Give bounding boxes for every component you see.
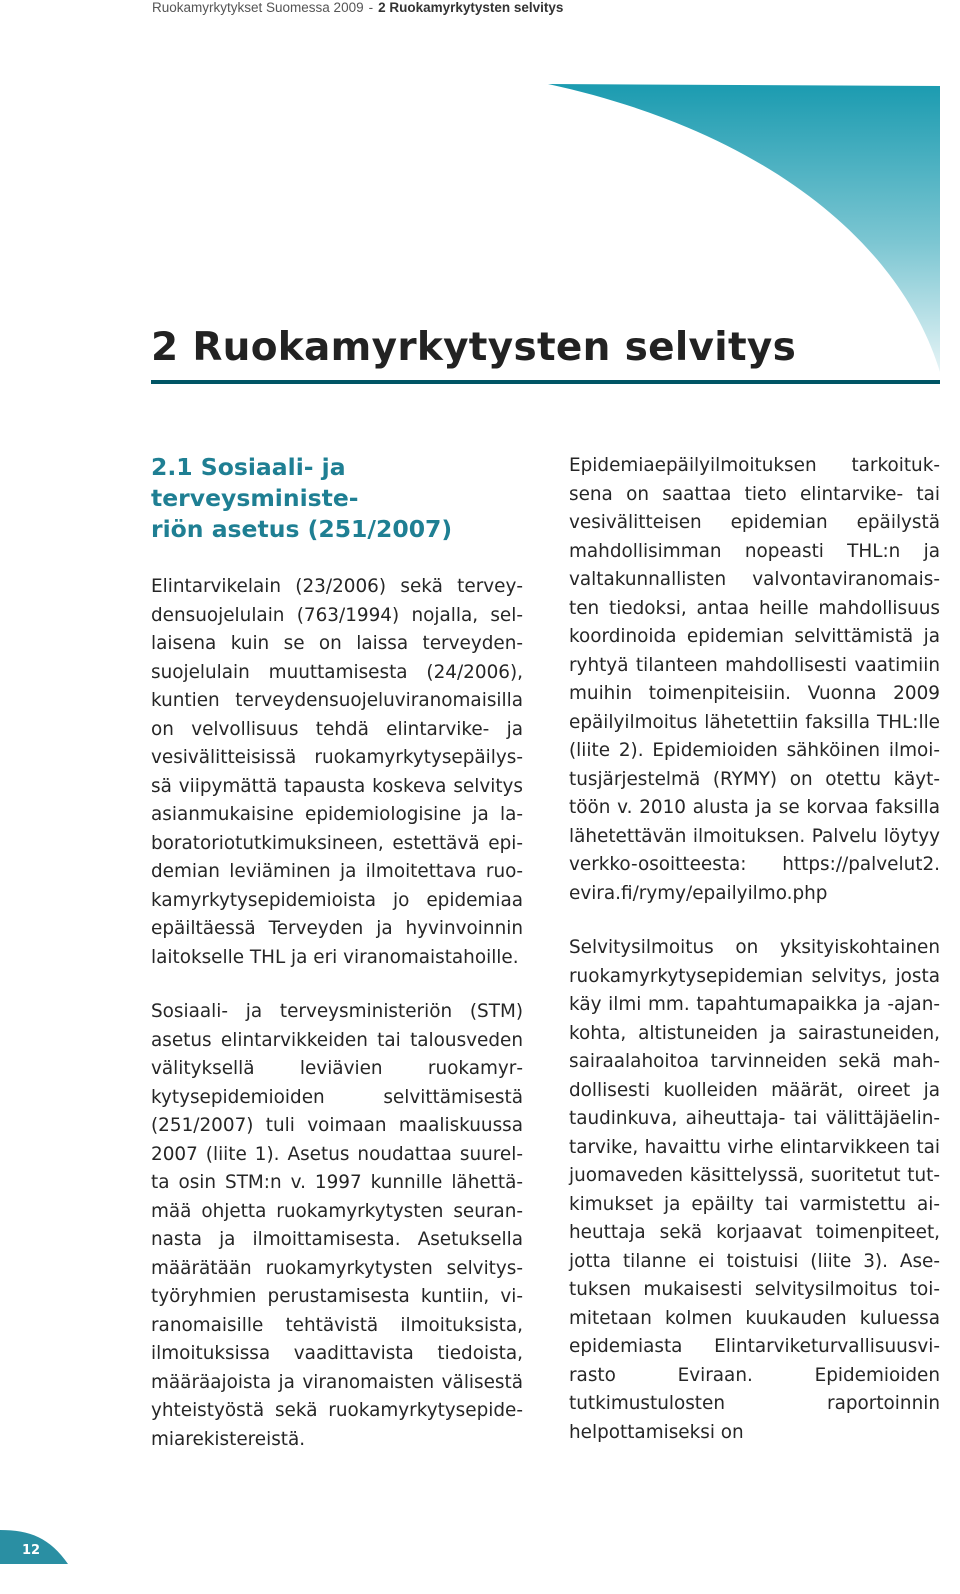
title-rule (151, 380, 940, 384)
running-header-chapter: 2 Ruokamyrkytysten selvitys (378, 0, 564, 15)
paragraph-3: Epidemiaepäilyilmoituksen tarkoituksena on saattaa tieto elintarvike- tai vesivälitteisen epidemian epäilystä mahdollisimman nopeasti THL:n ja valtakunnallisten valvontaviranomaisten tiedoksi, antaa heille mahdollisuus koordinoida epidemian selvittämistä ja ryhtyä tilanteen mahdollisesti vaatimiin muihin toimenpiteisiin. Vuonna 2009 epäilyilmoitus lähetettiin faksilla THL:lle (liite 2). Epidemioiden sähköinen ilmoitusjärjestelmä (RYMY) on otettu käyttöön v. 2010 alusta ja se korvaa faksilla lähetettävän ilmoituksen. Palvelu löytyy verkko-osoitteesta: https://palvelut2.​evira.fi/rymy/epailyilmo.php (569, 455, 940, 904)
page-number: 12 (22, 1543, 41, 1558)
paragraph-2: Sosiaali- ja terveysministeriön (STM) asetus elintarvikkeiden tai talousveden välityksellä leviävien ruokamyrkytysepidemioiden selvittämisestä (251/2007) tuli voimaan maaliskuussa 2007 (liite 1). Asetus noudattaa suurelta osin STM:n v. 1997 kunnille lähettämää ohjetta ruokamyrkytysten seurannasta ja ilmoittamisesta. Asetuksella määrätään ruokamyrkytysten selvitystyöryhmien perustamisesta kuntiin, viranomaisille tehtävistä ilmoituksista, ilmoituksissa vaadittavista tiedoista, määräajoista ja viranomaisten välisestä yhteistyöstä sekä ruokamyrkytysepidemiarekistereistä. (151, 1001, 523, 1450)
section-heading-line-2: riön asetus (251/2007) (151, 515, 453, 543)
paragraph-4: Selvitysilmoitus on yksityiskohtainen ruokamyrkytysepidemian selvitys, josta käy ilmi mm. tapahtumapaikka ja -ajankohta, altistuneiden ja sairastuneiden, sairaalahoitoa tarvinneiden sekä mahdollisesti kuolleiden määrät, oireet ja taudinkuva, aiheuttaja- tai välittäjäelintarvike, havaittu virhe elintarvikkeen tai juomaveden käsittelyssä, suoritetut tutkimukset ja epäilty tai varmistettu aiheuttaja sekä korjaavat toimenpiteet, jotta tilanne ei toistuisi (liite 3). Asetuksen mukaisesti selvitysilmoitus toimitetaan kolmen kuukauden kuluessa epidemiasta Elintarviketurvallisuusvirasto Eviraan. Epidemioiden tutkimustulosten raportoinnin helpottamiseksi on (569, 937, 940, 1443)
right-column (569, 452, 940, 1447)
left-column (151, 452, 523, 1454)
running-header-separator: - (368, 0, 374, 15)
paragraph-1: Elintarvikelain (23/2006) sekä terveydensuojelulain (763/1994) nojalla, sellaisena kuin se on laissa terveydensuojelulain muuttamisesta (24/2006), kuntien terveydensuojeluviranomaisilla on velvollisuus tehdä elintarvike- ja vesivälitteisissä ruokamyrkytysepäilyssä viipymättä tapausta koskeva selvitys asianmukaisine epidemiologisine ja laboratoriotutkimuksineen, estettävä epidemian leviäminen ja ilmoitettava ruokamyrkytysepidemioista jo epidemiaa epäiltäessä Terveyden ja hyvinvoinnin laitokselle THL ja eri viranomaistahoille. (151, 576, 523, 968)
section-heading (151, 452, 523, 545)
running-header-publication: Ruokamyrkytykset Suomessa 2009 (152, 0, 364, 15)
section-heading-line-1: 2.1 Sosiaali- ja terveysministe- (151, 453, 359, 512)
chapter-title: 2 Ruokamyrkytysten selvitys (151, 325, 797, 370)
